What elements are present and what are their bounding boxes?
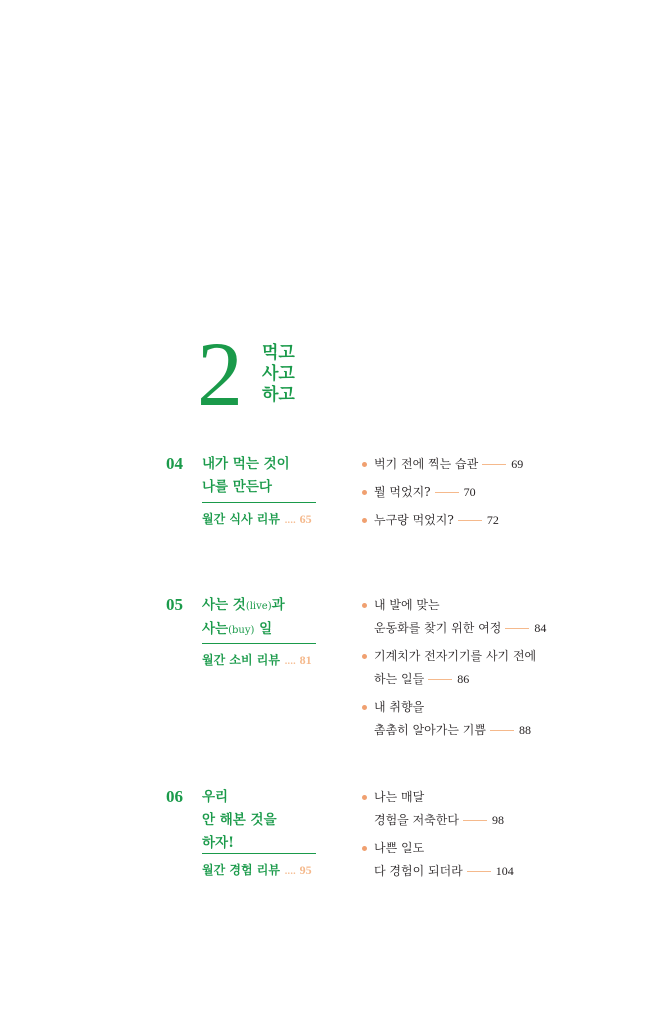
item-text: 벅기 전에 찍는 습관 bbox=[374, 457, 479, 471]
leader-line bbox=[428, 679, 452, 680]
chapter-number: 05 bbox=[166, 595, 183, 614]
item-page: 86 bbox=[457, 672, 470, 686]
leader-dots: .... bbox=[284, 653, 296, 667]
review-label: 월간 식사 리뷰 bbox=[202, 512, 280, 526]
list-item[interactable] bbox=[362, 837, 582, 883]
chapter-title-line: 하자! bbox=[202, 835, 235, 851]
title-note: (buy) bbox=[228, 625, 255, 636]
item-text: 경험을 저축한다 bbox=[374, 813, 459, 827]
title-note: (live) bbox=[245, 601, 272, 612]
title-text: 사는 것 bbox=[202, 597, 246, 613]
item-page: 104 bbox=[495, 864, 514, 878]
section-list bbox=[362, 594, 582, 747]
bullet-icon bbox=[362, 795, 367, 800]
leader-line bbox=[490, 730, 514, 731]
bullet-icon bbox=[362, 490, 367, 495]
review-link[interactable] bbox=[202, 502, 316, 527]
review-link[interactable] bbox=[202, 853, 316, 878]
item-page: 72 bbox=[486, 513, 499, 527]
part-title-line: 하고 bbox=[262, 385, 295, 405]
list-item[interactable] bbox=[362, 696, 582, 742]
chapter-title-line: 안 해본 것을 bbox=[202, 812, 277, 828]
item-page: 98 bbox=[491, 813, 504, 827]
review-page: 65 bbox=[299, 512, 312, 526]
title-text: 일 bbox=[254, 621, 273, 637]
review-page: 95 bbox=[299, 863, 312, 877]
bullet-icon bbox=[362, 654, 367, 659]
leader-line bbox=[505, 628, 529, 629]
section-list bbox=[362, 453, 582, 537]
list-item[interactable] bbox=[362, 645, 582, 691]
item-page: 69 bbox=[511, 457, 524, 471]
list-item[interactable] bbox=[362, 594, 582, 640]
chapter-title-line bbox=[202, 618, 352, 642]
part-title-line: 사고 bbox=[262, 364, 295, 384]
part-title-line: 먹고 bbox=[262, 343, 295, 363]
item-text: 촘촘히 알아가는 기쁨 bbox=[374, 723, 486, 737]
item-text: 하는 일들 bbox=[374, 672, 425, 686]
chapter-title bbox=[202, 786, 352, 855]
list-item[interactable] bbox=[362, 453, 582, 476]
bullet-icon bbox=[362, 846, 367, 851]
leader-line bbox=[467, 871, 491, 872]
review-label: 월간 소비 리뷰 bbox=[202, 653, 280, 667]
leader-dots: .... bbox=[284, 863, 296, 877]
review-link[interactable] bbox=[202, 643, 316, 668]
list-item[interactable] bbox=[362, 509, 582, 532]
item-text: 누구랑 먹었지? bbox=[374, 513, 454, 527]
list-item[interactable] bbox=[362, 786, 582, 832]
part-number: 2 bbox=[197, 323, 243, 425]
item-page: 88 bbox=[518, 723, 531, 737]
item-text: 나쁜 일도 bbox=[374, 841, 425, 855]
chapter-title-line bbox=[202, 594, 352, 618]
bullet-icon bbox=[362, 518, 367, 523]
review-page: 81 bbox=[299, 653, 312, 667]
bullet-icon bbox=[362, 705, 367, 710]
chapter-title bbox=[202, 594, 352, 642]
chapter-title-line: 나를 만든다 bbox=[202, 479, 272, 495]
item-page: 84 bbox=[534, 621, 547, 635]
item-text: 다 경험이 되더라 bbox=[374, 864, 463, 878]
title-text: 과 bbox=[271, 597, 285, 613]
item-text: 내 발에 맞는 bbox=[374, 598, 440, 612]
chapter-title-line: 우리 bbox=[202, 789, 229, 805]
list-item[interactable] bbox=[362, 481, 582, 504]
leader-line bbox=[458, 520, 482, 521]
chapter-number: 04 bbox=[166, 454, 183, 473]
leader-line bbox=[482, 464, 506, 465]
leader-dots: .... bbox=[284, 512, 296, 526]
item-text: 내 취향을 bbox=[374, 700, 425, 714]
item-page: 70 bbox=[463, 485, 476, 499]
leader-line bbox=[435, 492, 459, 493]
leader-line bbox=[463, 820, 487, 821]
chapter-number: 06 bbox=[166, 787, 183, 806]
title-text: 사는 bbox=[202, 621, 229, 637]
item-text: 뭘 먹었지? bbox=[374, 485, 431, 499]
item-text: 운동화를 찾기 위한 여정 bbox=[374, 621, 502, 635]
chapter-title bbox=[202, 453, 352, 499]
review-label: 월간 경험 리뷰 bbox=[202, 863, 280, 877]
item-text: 기계치가 전자기기를 사기 전에 bbox=[374, 649, 537, 663]
section-list bbox=[362, 786, 582, 888]
chapter-title-line: 내가 먹는 것이 bbox=[202, 456, 290, 472]
bullet-icon bbox=[362, 462, 367, 467]
bullet-icon bbox=[362, 603, 367, 608]
part-title bbox=[262, 343, 295, 406]
item-text: 나는 매달 bbox=[374, 790, 425, 804]
